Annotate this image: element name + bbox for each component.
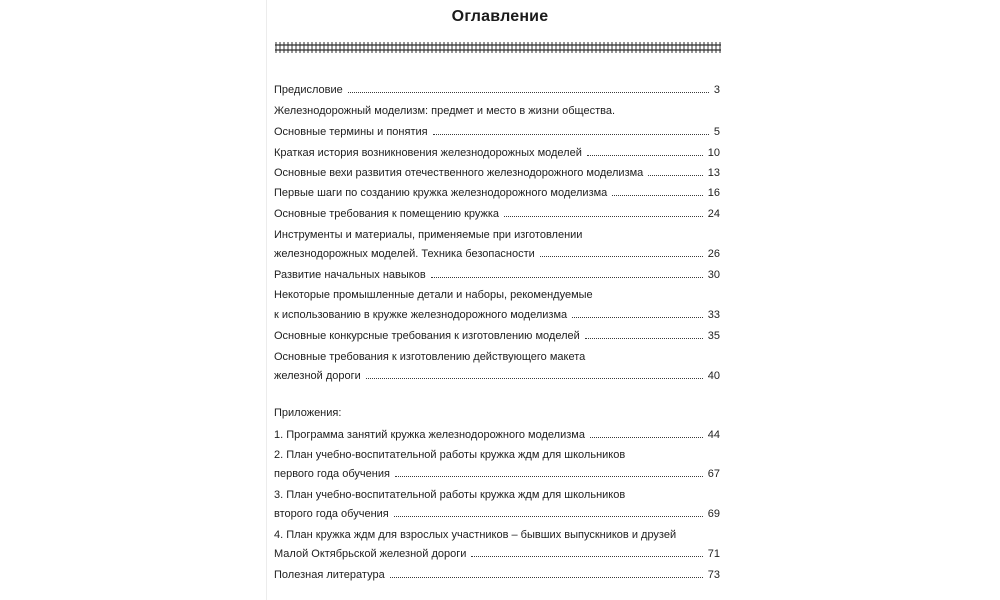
toc-entry-text: Основные вехи развития отечественного железнодорожного моделизма [274,167,644,179]
toc-entry-text: Малой Октябрьской железной дороги [274,548,467,560]
toc-page-number: 16 [707,187,720,199]
toc-page-number: 40 [707,370,720,382]
toc-entry-text: 4. План кружка ждм для взрослых участников – бывших выпускников и друзей [274,529,677,541]
toc-page-number: 67 [707,468,720,480]
dot-leader [471,546,702,557]
toc-entry-text: Основные требования к помещению кружка [274,208,500,220]
toc-page-number: 26 [707,248,720,260]
dot-leader [612,185,702,196]
toc-entry-text: первого года обучения [274,468,390,480]
toc-entry[interactable] [274,447,720,463]
toc-entry-text: 1. Программа занятий кружка железнодорожного моделизма [274,429,585,441]
toc-page-number: 69 [707,508,720,520]
toc-entry[interactable] [274,287,720,303]
toc-entry[interactable] [274,124,720,140]
toc-entry-text: Полезная литература [274,569,385,581]
toc-entry[interactable] [274,487,720,503]
toc-page-number: 44 [707,429,720,441]
toc-page-number: 30 [707,269,720,281]
toc-page-number: 73 [707,569,720,581]
toc-entry[interactable] [274,267,720,283]
toc-entry[interactable] [274,527,720,543]
dot-leader [433,124,709,135]
toc-page-number: 33 [707,309,720,321]
toc-entry-text: 3. План учебно-воспитательной работы кружка ждм для школьников [274,489,626,501]
toc-entry[interactable] [274,206,720,222]
page-title: Оглавление [451,8,549,25]
dot-leader [587,145,703,156]
toc-entry[interactable] [274,466,720,482]
toc-entry-text: железнодорожных моделей. Техника безопасности [274,248,535,260]
toc-entry-text: Некоторые промышленные детали и наборы, рекомендуемые [274,289,593,301]
toc-page-number: 13 [707,167,720,179]
toc-page-number: 35 [707,330,720,342]
toc-entry[interactable] [274,506,720,522]
toc-page-number: 10 [707,147,720,159]
toc-entry-text: Приложения: [274,407,342,419]
toc-entry[interactable] [274,103,720,119]
toc-entry[interactable] [274,567,720,583]
toc-entry-text: Основные требования к изготовлению действующего макета [274,351,586,363]
toc-page-number: 3 [713,84,720,96]
toc-page-number: 71 [707,548,720,560]
toc-entry[interactable] [274,246,720,262]
toc-entry[interactable] [274,546,720,562]
toc-page-number: 24 [707,208,720,220]
toc-entry-text: Железнодорожный моделизм: предмет и место в жизни общества. [274,105,616,117]
toc-entry[interactable] [274,165,720,181]
toc-entry-text: Инструменты и материалы, применяемые при изготовлении [274,229,583,241]
toc-entry-text: Краткая история возникновения железнодорожных моделей [274,147,582,159]
dot-leader [395,466,703,477]
toc-page-number: 5 [713,126,720,138]
toc-entry[interactable] [274,185,720,201]
toc-entry[interactable] [274,349,720,365]
dot-leader [431,267,703,278]
toc-entry[interactable] [274,227,720,243]
dot-leader [366,368,703,379]
dot-leader [572,307,703,318]
dot-leader [348,82,709,93]
page-edge-shadow [266,0,267,600]
dot-leader [585,328,703,339]
toc-entry-text: Основные конкурсные требования к изготовлению моделей [274,330,580,342]
toc-entry[interactable] [274,368,720,384]
dot-leader [504,206,703,217]
dot-leader [648,165,702,176]
toc-entry[interactable] [274,82,720,98]
toc-entry[interactable] [274,427,720,443]
toc-entry-text: второго года обучения [274,508,389,520]
toc-section-heading [274,405,720,421]
dot-leader [390,567,703,578]
toc-entry-text: Первые шаги по созданию кружка железнодорожного моделизма [274,187,608,199]
toc-entry-text: железной дороги [274,370,361,382]
toc-entry-text: Предисловие [274,84,343,96]
toc-entry[interactable] [274,145,720,161]
toc-entry[interactable] [274,328,720,344]
toc-entry-text: Основные термины и понятия [274,126,428,138]
toc-entry-text: к использованию в кружке железнодорожного моделизма [274,309,568,321]
dot-leader [394,506,703,517]
toc-entry-text: 2. План учебно-воспитательной работы кружка ждм для школьников [274,449,626,461]
toc-entry[interactable] [274,307,720,323]
dot-leader [540,246,703,257]
toc-entry-text: Развитие начальных навыков [274,269,426,281]
railway-track-ornament [275,42,721,53]
dot-leader [590,427,703,438]
